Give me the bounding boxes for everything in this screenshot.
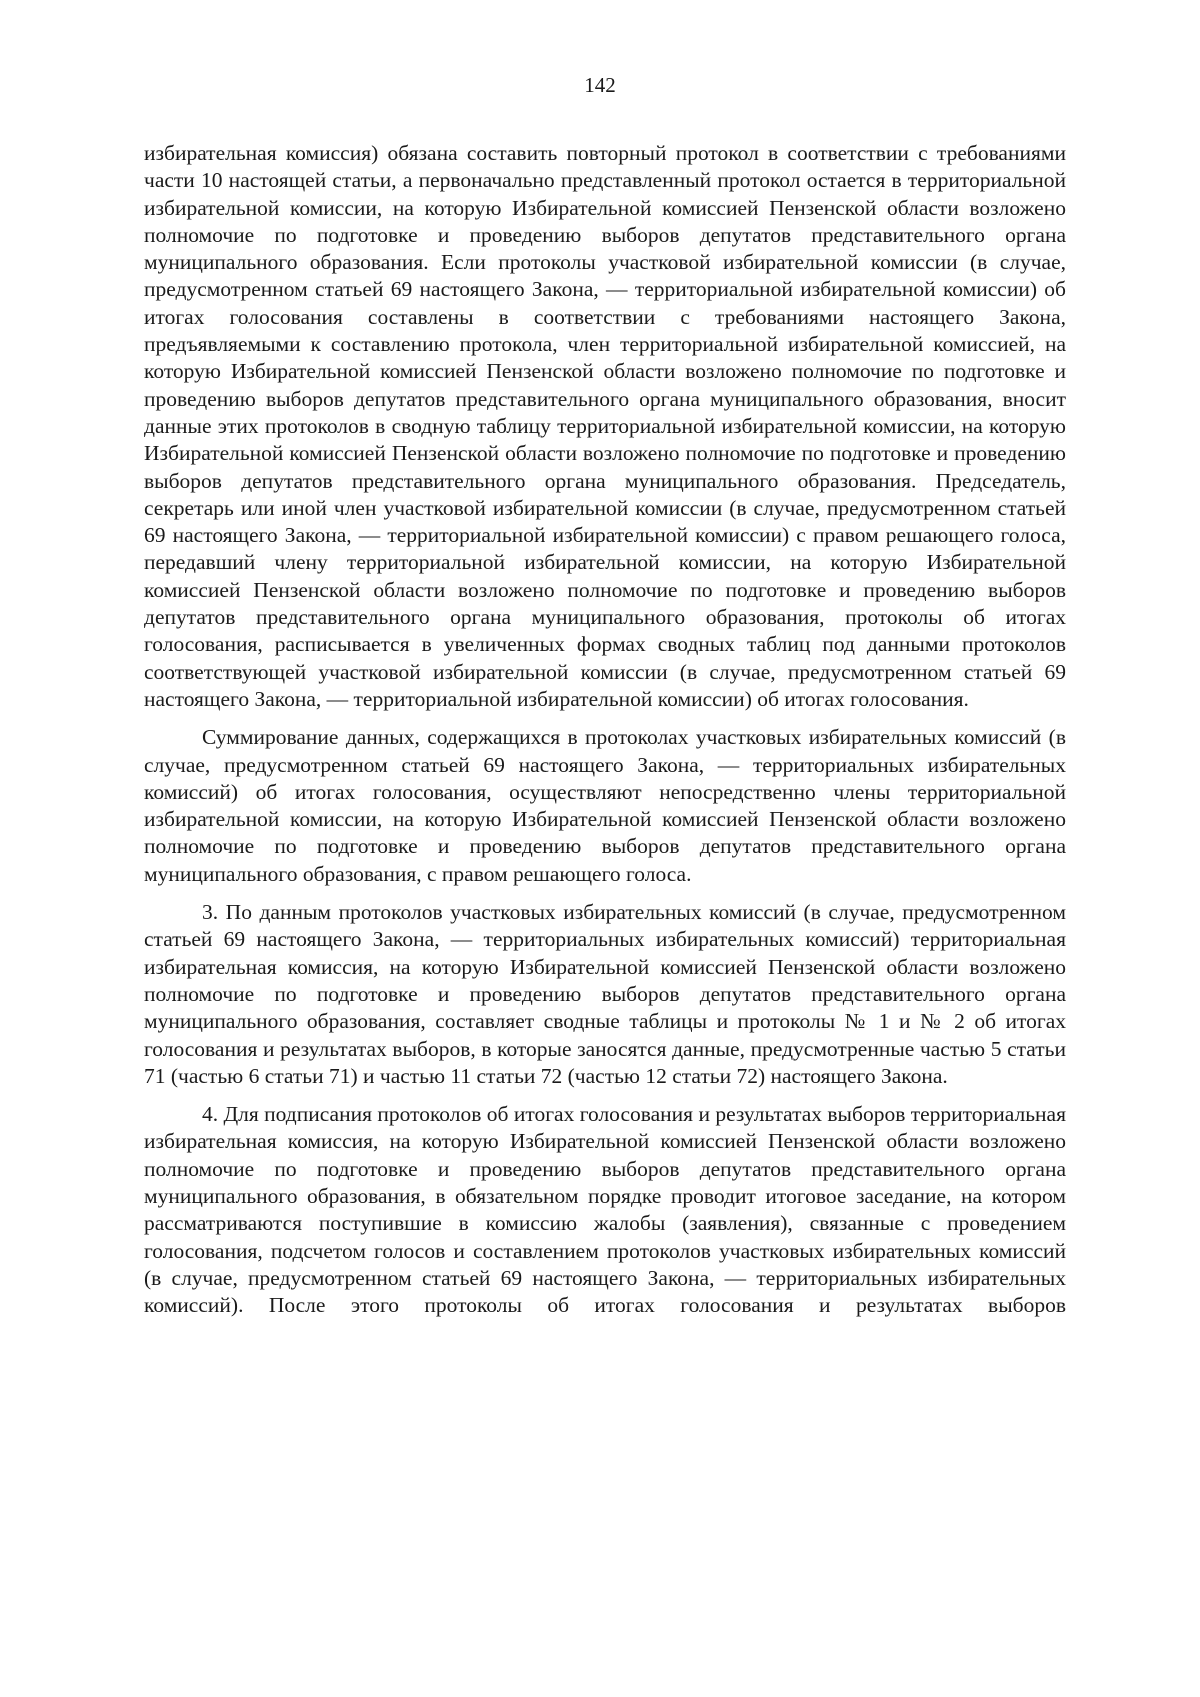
paragraph-continuation: избирательная комиссия) обязана составить повторный протокол в соответствии с требованиями части 10 настоящей статьи, а первоначально представленный протокол остается в территориальной избирательной комиссии, на которую Избирательной комиссией Пензенской области возложено полномочие по подготовке и проведению выборов депутатов представительного органа муниципального образования. Если протоколы участковой избирательной комиссии (в случае, предусмотренном статьей 69 настоящего Закона, — территориальной избирательной комиссии) об итогах голосования составлены в соответствии с требованиями настоящего Закона, предъявляемыми к составлению протокола, член территориальной избирательной комиссией, на которую Избирательной комиссией Пензенской области возложено полномочие по подготовке и проведению выборов депутатов представительного органа муниципального образования, вносит данные этих протоколов в сводную таблицу территориальной избирательной комиссии, на которую Избирательной комиссией Пензенской области возложено полномочие по подготовке и проведению выборов депутатов представительного органа муниципального образования. Председатель, секретарь или иной член участковой избирательной комиссии (в случае, предусмотренном статьей 69 настоящего Закона, — территориальной избирательной комиссии) с правом решающего голоса, передавший члену территориальной избирательной комиссии, на которую Избирательной комиссией Пензенской области возложено полномочие по подготовке и проведению выборов депутатов представительного органа муниципального образования, протоколы об итогах голосования, расписывается в увеличенных формах сводных таблиц под данными протоколов соответствующей участковой избирательной комиссии (в случае, предусмотренном статьей 69 настоящего Закона, — территориальной избирательной комиссии) об итогах голосования. [144, 141, 1066, 711]
paragraph-summation: Суммирование данных, содержащихся в протоколах участковых избирательных комиссий (в случае, предусмотренном статьей 69 настоящего Закона, — территориальных избирательных комиссий) об итогах голосования, осуществляют непосредственно члены территориальной избирательной комиссии, на которую Избирательной комиссией Пензенской области возложено полномочие по подготовке и проведению выборов депутатов представительного органа муниципального образования, с правом решающего голоса. [144, 725, 1066, 886]
paragraph-item-3: 3. По данным протоколов участковых избирательных комиссий (в случае, предусмотренном статьей 69 настоящего Закона, — территориальных избирательных комиссий) территориальная избирательная комиссия, на которую Избирательной комиссией Пензенской области возложено полномочие по подготовке и проведению выборов депутатов представительного органа муниципального образования, составляет сводные таблицы и протоколы № 1 и № 2 об итогах голосования и результатах выборов, в которые заносятся данные, предусмотренные частью 5 статьи 71 (частью 6 статьи 71) и частью 11 статьи 72 (частью 12 статьи 72) настоящего Закона. [144, 900, 1066, 1088]
paragraph-item-4: 4. Для подписания протоколов об итогах голосования и результатах выборов территориальная избирательная комиссия, на которую Избирательной комиссией Пензенской области возложено полномочие по подготовке и проведению выборов депутатов представительного органа муниципального образования, в обязательном порядке проводит итоговое заседание, на котором рассматриваются поступившие в комиссию жалобы (заявления), связанные с проведением голосования, подсчетом голосов и составлением протоколов участковых избирательных комиссий (в случае, предусмотренном статьей 69 настоящего Закона, — территориальных избирательных комиссий). После этого протоколы об итогах голосования и результатах выборов [144, 1102, 1066, 1318]
page-number: 142 [584, 73, 616, 97]
document-body [144, 140, 1066, 1319]
